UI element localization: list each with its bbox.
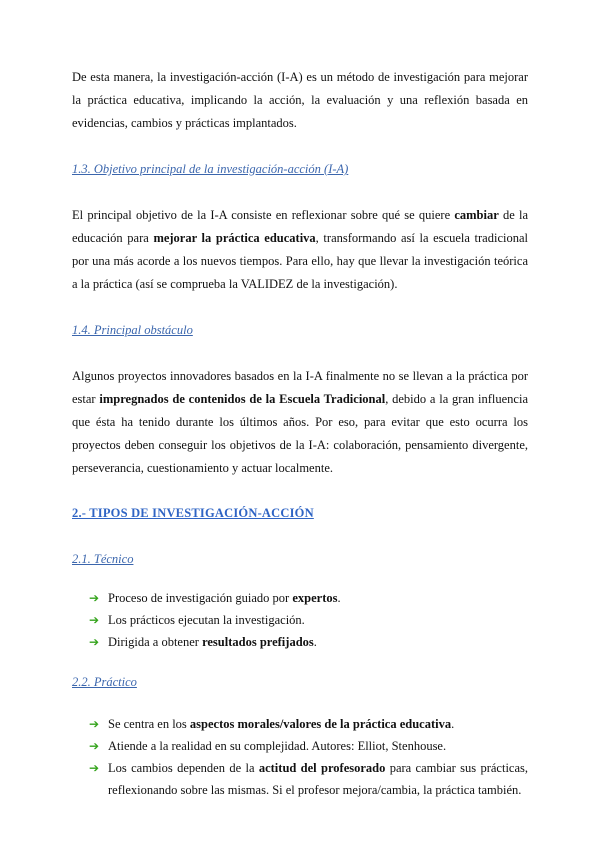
text-span: Proceso de investigación guiado por [108, 591, 293, 605]
heading-2-2[interactable]: 2.2. Práctico [72, 675, 137, 689]
text-span: , transformando así la escuela tradicional por una más acorde a los nuevos tiempos. Para ello, hay que llevar la investigación teórica a la práctica (así se comprueba la VALIDEZ de la investigación). [72, 231, 528, 291]
intro-paragraph: De esta manera, la investigación-acción (I-A) es un método de investigación para mejorar la práctica educativa, implicando la acción, la evaluación y una reflexión basada en evidencias, cambios y prácticas implantados. [72, 70, 528, 130]
text-span: Los cambios dependen de la [108, 761, 259, 775]
arrow-right-icon: ➔ [89, 717, 100, 731]
list-item [72, 587, 528, 609]
arrow-right-icon: ➔ [89, 739, 100, 753]
bold-span: cambiar [454, 208, 499, 222]
list-item [72, 713, 528, 735]
text-span: . [451, 717, 455, 731]
heading-2-tipos[interactable]: 2.- TIPOS DE INVESTIGACIÓN-ACCIÓN [72, 506, 314, 520]
text-span: . [313, 635, 317, 649]
bold-span: resultados prefijados [202, 635, 314, 649]
bold-span: mejorar la práctica educativa [153, 231, 316, 245]
heading-1-4[interactable]: 1.4. Principal obstáculo [72, 323, 193, 337]
paragraph-objetivo [72, 204, 528, 296]
heading-1-3[interactable]: 1.3. Objetivo principal de la investigación-acción (I-A) [72, 162, 349, 176]
arrow-right-icon: ➔ [89, 761, 100, 775]
text-span: Atiende a la realidad en su complejidad. Autores: Elliot, Stenhouse. [108, 739, 447, 753]
bold-span: expertos [292, 591, 338, 605]
text-span: para cambiar sus prácticas, reflexionando sobre las mismas. Si el profesor mejora/cambia, la práctica también. [108, 761, 529, 797]
text-span: de la educación para [72, 208, 528, 245]
text-span: Los prácticos ejecutan la investigación. [108, 613, 305, 627]
arrow-right-icon: ➔ [89, 613, 100, 627]
text-span: Se centra en los [108, 717, 190, 731]
text-span: , debido a la gran influencia que ésta ha tenido durante los últimos años. Por eso, para evitar que esto ocurra los proyectos deben conseguir los objetivos de la I-A: colaboración, pensamiento divergente, perseverancia, cuestionamiento y actuar localmente. [72, 392, 528, 475]
list-item [72, 757, 528, 801]
list-tecnico [72, 587, 528, 653]
text-span: El principal objetivo de la I-A consiste en reflexionar sobre qué se quiere [72, 208, 455, 222]
list-item [72, 609, 528, 631]
paragraph-obstaculo [72, 365, 528, 480]
text-span: . [337, 591, 341, 605]
list-item [72, 631, 528, 653]
bold-span: impregnados de contenidos de la Escuela Tradicional [99, 392, 386, 406]
text-span: Algunos proyectos innovadores basados en la I-A finalmente no se llevan a la práctica por estar [72, 369, 528, 406]
arrow-right-icon: ➔ [89, 591, 100, 605]
bold-span: actitud del profesorado [258, 761, 386, 775]
text-span: Dirigida a obtener [108, 635, 203, 649]
list-item [72, 735, 528, 757]
heading-2-1[interactable]: 2.1. Técnico [72, 552, 134, 566]
arrow-right-icon: ➔ [89, 635, 100, 649]
list-practico [72, 713, 528, 801]
bold-span: aspectos morales/valores de la práctica educativa [189, 717, 452, 731]
